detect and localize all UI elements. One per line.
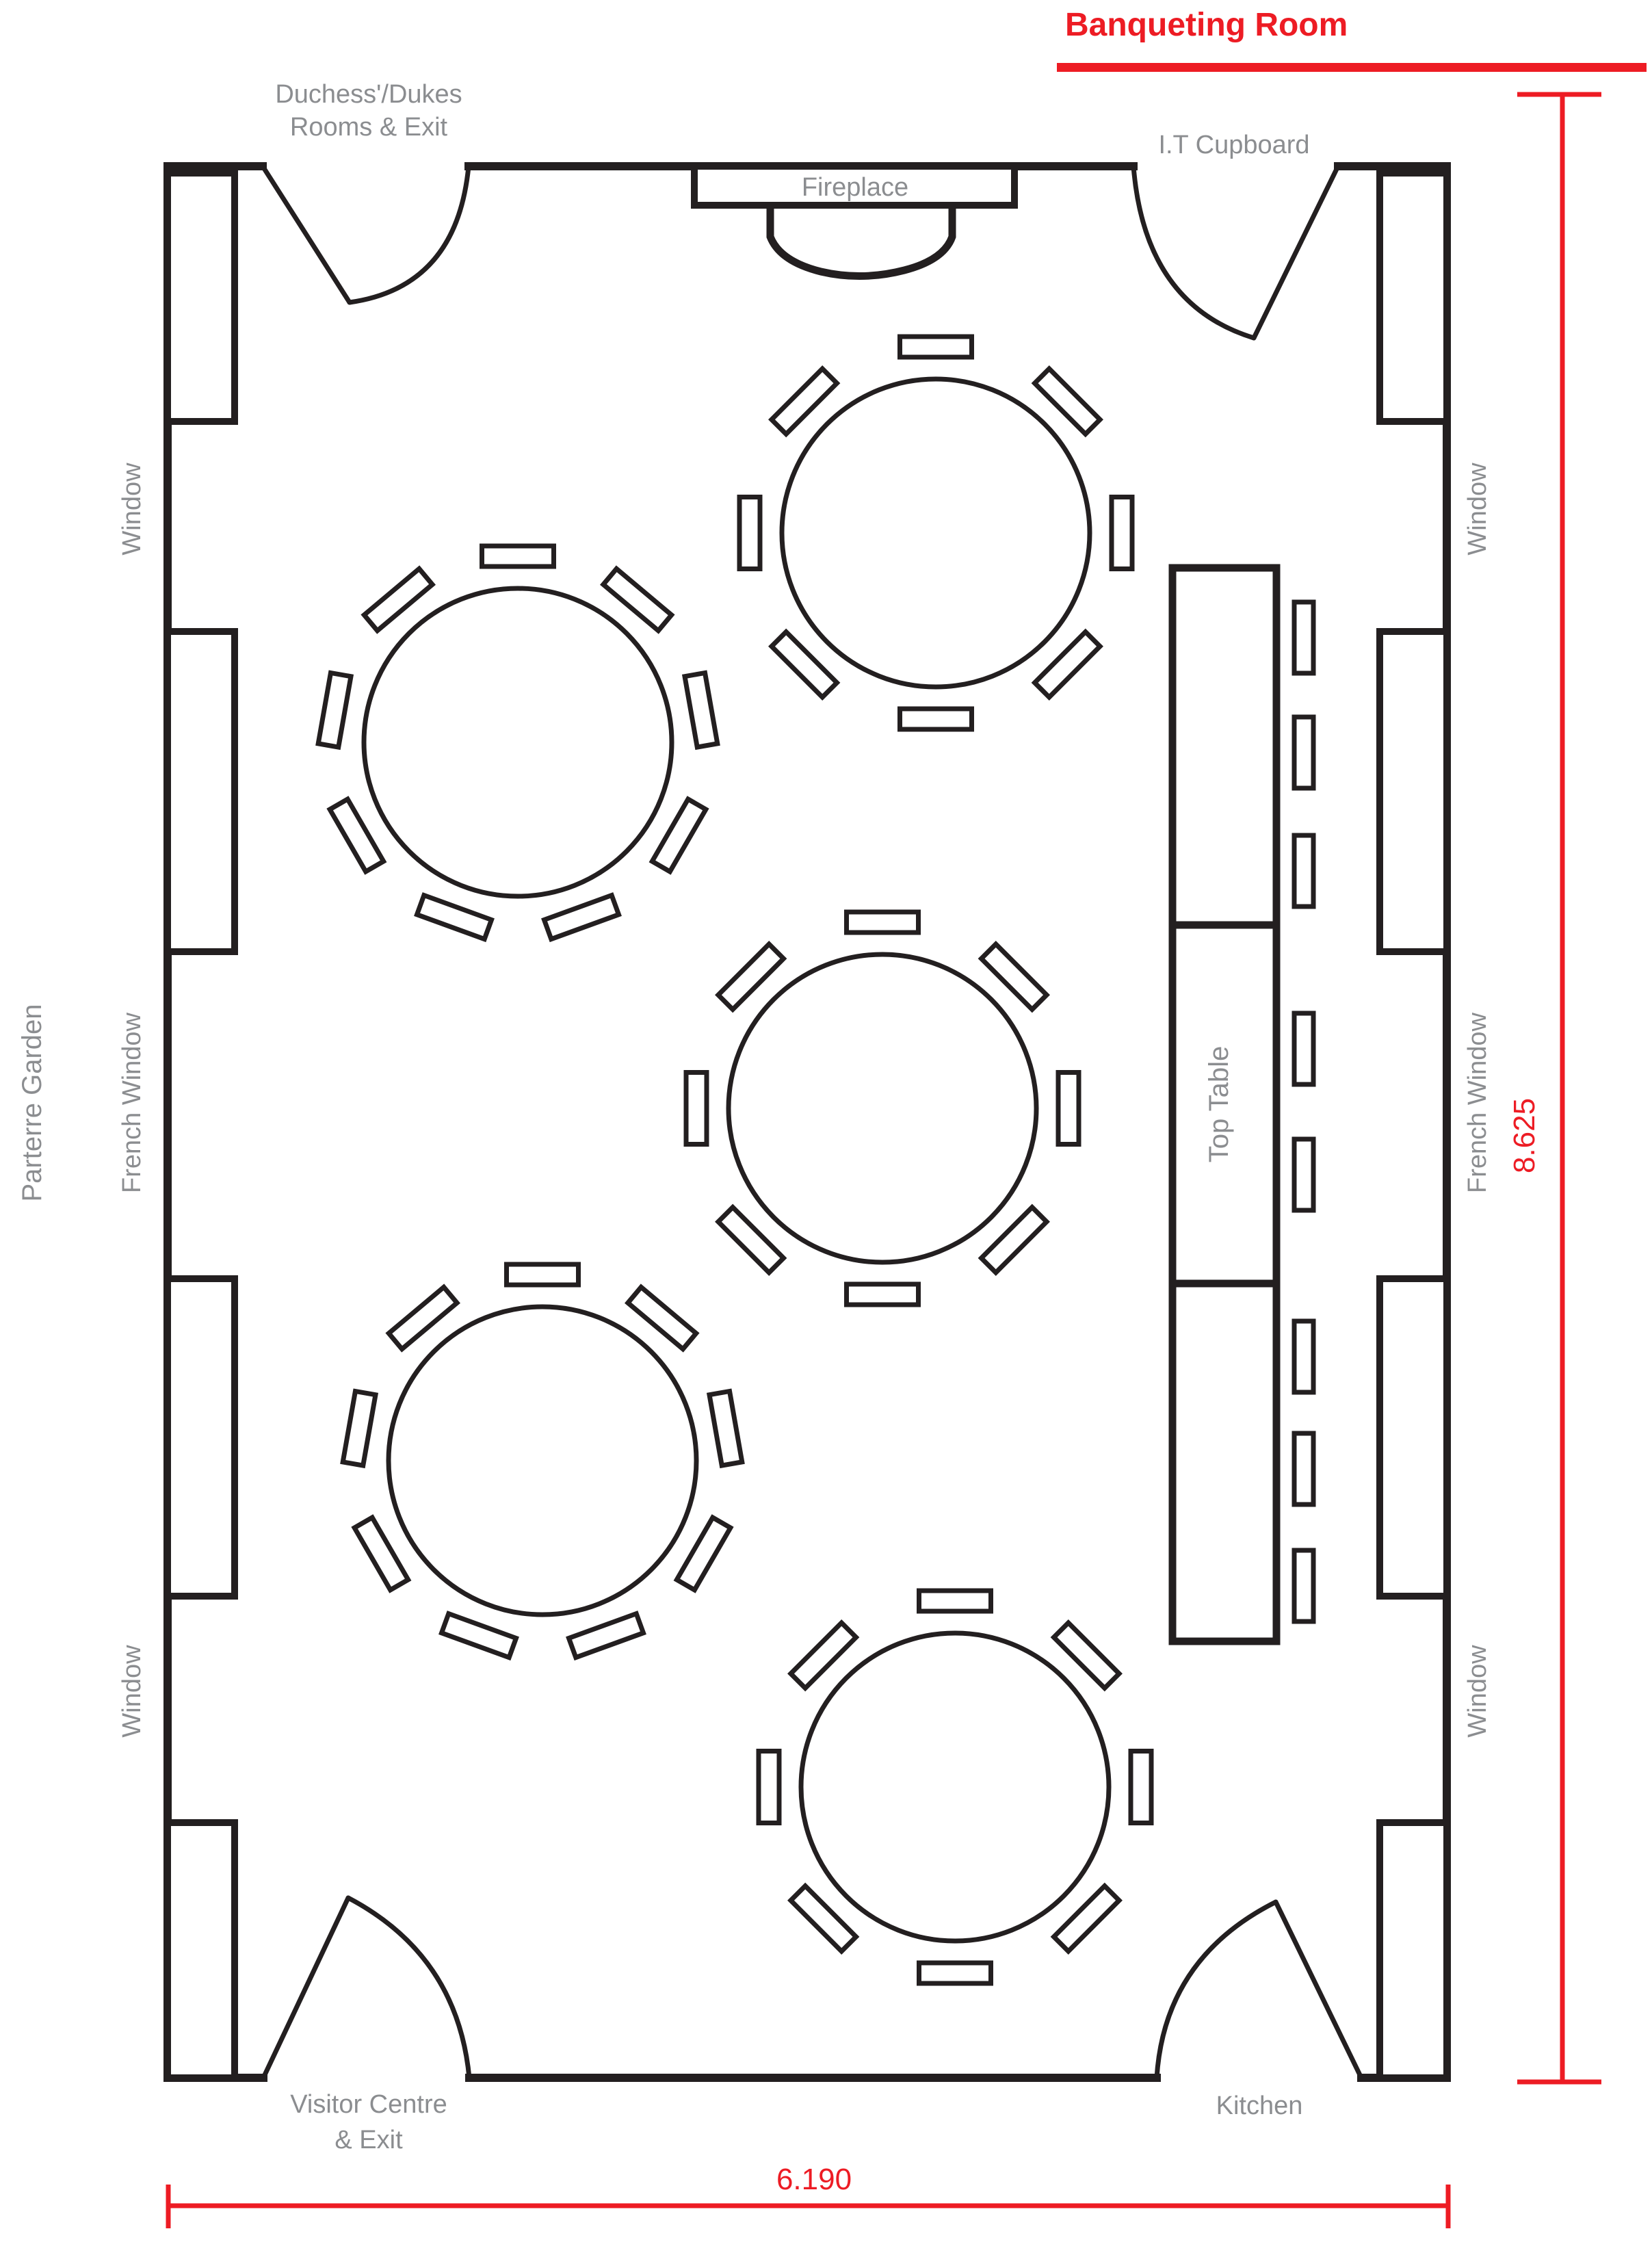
french-window-left-label: French Window xyxy=(118,1013,146,1193)
chair xyxy=(1112,497,1132,569)
window-bay-left xyxy=(168,1823,235,2078)
chair xyxy=(343,1391,376,1465)
duchess-rooms-label-line2: Rooms & Exit xyxy=(289,113,448,142)
window-bay-left xyxy=(168,173,235,421)
door-leaf xyxy=(1276,1902,1361,2078)
top-table xyxy=(1172,568,1313,1641)
table-circle xyxy=(729,954,1036,1262)
chair xyxy=(739,497,760,569)
fireplace-hearth xyxy=(770,205,952,276)
kitchen-label: Kitchen xyxy=(1216,2091,1303,2120)
door-leaf xyxy=(1254,166,1338,338)
window-left-bottom-label: Window xyxy=(118,1645,146,1738)
round-table-3 xyxy=(686,912,1079,1305)
fireplace-label: Fireplace xyxy=(801,173,909,202)
door-swing-arc xyxy=(350,166,469,302)
top-table-label: Top Table xyxy=(1204,1045,1234,1163)
table-circle xyxy=(801,1633,1109,1941)
chair xyxy=(1131,1751,1151,1823)
round-table-2 xyxy=(318,546,718,939)
chair xyxy=(685,673,718,747)
round-table-5 xyxy=(759,1591,1151,1983)
chair xyxy=(482,546,554,566)
chair xyxy=(354,1517,408,1590)
it-cupboard-label: I.T Cupboard xyxy=(1158,131,1310,159)
door-swing-arc xyxy=(1133,166,1254,338)
window-bay-right xyxy=(1380,1823,1447,2078)
chair xyxy=(919,1963,991,1983)
fireplace xyxy=(694,166,1014,276)
table-circle xyxy=(782,379,1090,687)
dim-vertical-value: 8.625 xyxy=(1508,1097,1541,1174)
window-bay-right xyxy=(1380,1279,1447,1596)
chair xyxy=(1294,602,1313,673)
top-table-chairs xyxy=(1294,602,1313,1621)
chair xyxy=(442,1614,516,1658)
french-window-right-label: French Window xyxy=(1463,1013,1492,1193)
chair xyxy=(677,1517,730,1590)
door-swing-arc xyxy=(1157,1902,1276,2078)
chair xyxy=(652,799,705,872)
door-it-cupboard xyxy=(1133,166,1338,338)
chair xyxy=(847,1284,919,1305)
chair xyxy=(1294,1321,1313,1392)
chair xyxy=(1058,1073,1079,1145)
door-duchess xyxy=(263,166,469,302)
chair xyxy=(1294,1013,1313,1084)
door-kitchen xyxy=(1157,1902,1361,2078)
title-underline xyxy=(1057,63,1647,72)
chair xyxy=(1294,717,1313,788)
window-right-bottom-label: Window xyxy=(1463,1645,1492,1738)
chair xyxy=(545,896,619,939)
chair xyxy=(759,1751,779,1823)
chair xyxy=(417,896,492,939)
chair xyxy=(507,1264,579,1285)
chair xyxy=(1294,1550,1313,1621)
window-bay-right xyxy=(1380,631,1447,952)
chair xyxy=(1294,1139,1313,1210)
chair xyxy=(686,1073,707,1145)
chair xyxy=(1294,835,1313,907)
chair xyxy=(318,673,351,747)
table-circle xyxy=(364,588,672,896)
window-bay-right xyxy=(1380,173,1447,421)
door-visitor-centre xyxy=(263,1898,469,2078)
page-title: Banqueting Room xyxy=(1065,7,1348,43)
chair xyxy=(709,1391,742,1465)
chair xyxy=(900,709,972,729)
window-bay-left xyxy=(168,631,235,952)
dim-horizontal-value: 6.190 xyxy=(776,2163,852,2196)
door-leaf xyxy=(263,166,350,302)
parterre-garden-label: Parterre Garden xyxy=(17,1004,47,1202)
window-bay-left xyxy=(168,1279,235,1596)
round-table-4 xyxy=(343,1264,742,1658)
table-circle xyxy=(389,1307,696,1615)
round-table-1 xyxy=(739,337,1132,729)
window-left-top-label: Window xyxy=(118,462,146,556)
chair xyxy=(900,337,972,357)
visitor-centre-label-line1: Visitor Centre xyxy=(290,2090,447,2119)
duchess-rooms-label-line1: Duchess'/Dukes xyxy=(275,80,462,109)
window-right-top-label: Window xyxy=(1463,462,1492,556)
door-swing-arc xyxy=(348,1898,469,2078)
chair xyxy=(569,1614,644,1658)
round-tables xyxy=(318,337,1151,1983)
visitor-centre-label-line2: & Exit xyxy=(335,2126,403,2154)
chair xyxy=(330,799,383,872)
door-leaf xyxy=(263,1898,348,2078)
chair xyxy=(919,1591,991,1611)
chair xyxy=(1294,1433,1313,1504)
chair xyxy=(847,912,919,933)
